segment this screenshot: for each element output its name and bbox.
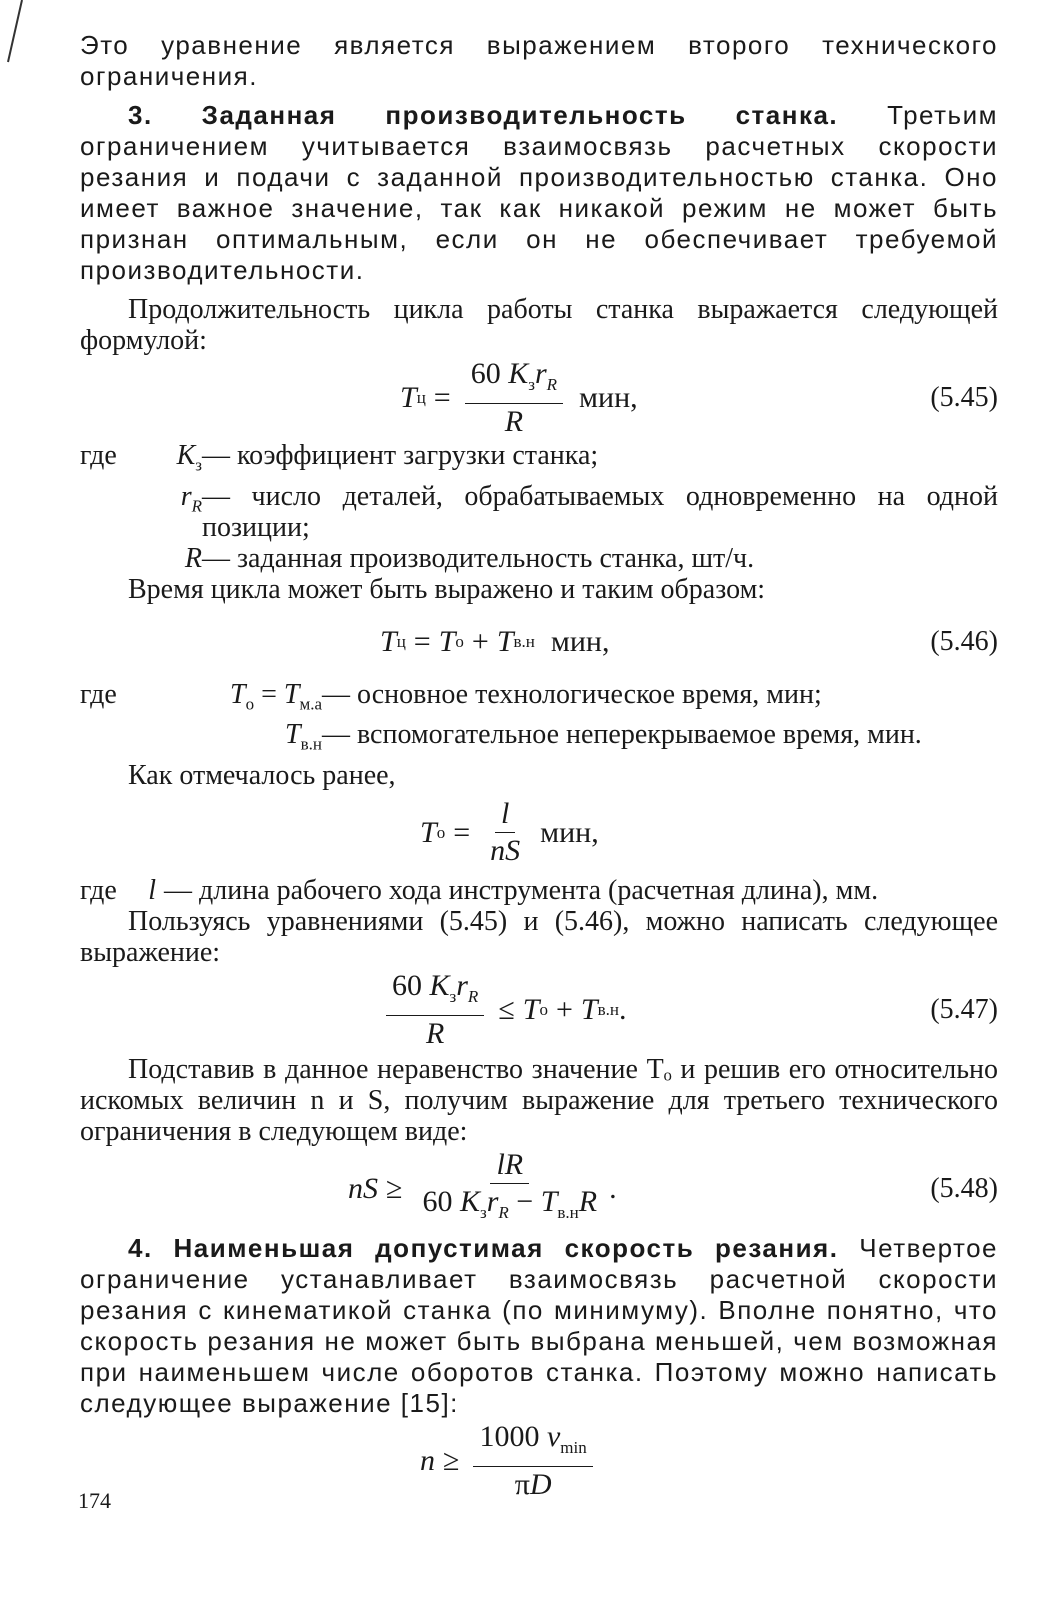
equation-n-min: n ≥ $\frac{1000 v_{min}}{\pi D}$ [80, 1425, 998, 1497]
paragraph-substitute: Подставив в данное неравенство значение Tₒ и решив его относительно искомых величин n и S, получим выражение для третьего технического ограничения в следующем виде: [80, 1053, 998, 1147]
definitions-5-45: где $K_з$ — коэффициент загрузки станка; $r_R$ — число деталей, обрабатываемых одновременно на одной позиции; R — заданная производительность станка, шт/ч. [80, 440, 998, 574]
section-3-text: Третьим ограничением учитывается взаимосвязь расчетных скорости резания и подачи с заданной производительностью станка. Оно имеет важное значение, так как никакой режим не может быть признан оптимальным, если он не обеспечивает требуемой производительности. [80, 100, 998, 285]
paragraph-cycle: Продолжительность цикла работы станка выражается следующей формулой: [80, 294, 998, 356]
section-3-title: 3. Заданная производительность станка. [128, 100, 839, 130]
equation-5-48: nS ≥ $\frac{lR}{60 K_зr_R - T_{в.н}R}$ . (5.48) [348, 1147, 998, 1222]
page-number: 174 [78, 1488, 111, 1513]
page-content [80, 30, 998, 1503]
paragraph-previous: Как отмечалось ранее, [128, 759, 396, 791]
paragraph-using: Пользуясь уравнениями (5.45) и (5.46), можно написать следующее выражение: [80, 905, 998, 968]
section-4-title: 4. Наименьшая допустимая скорость резания. [128, 1232, 839, 1263]
pen-mark [2, 0, 26, 65]
equation-number-5-46: (5.46) [930, 625, 998, 657]
definitions-l: где l — длина рабочего хода инструмента (расчетная длина), мм. [80, 874, 879, 906]
equation-to: T о = $\frac{l}{nS}$ мин, [420, 797, 599, 868]
section-3 [80, 100, 998, 286]
paragraph-intro: Это уравнение является выражением второго технического ограничения. [80, 30, 998, 91]
section-4-text: Четвертое ограничение устанавливает взаимосвязь расчетной скорости резания с кинематикой станка (по минимуму). Вполне понятно, что скорость резания не может быть выбрана меньшей, чем возможная при наименьшем числе оборотов станка. Поэтому можно написать следующее выражение [15]: [80, 1232, 999, 1418]
equation-number-5-47: (5.47) [930, 993, 998, 1025]
unit-min: мин, [579, 381, 638, 414]
equation-number-5-48: (5.48) [930, 1172, 998, 1204]
equation-number-5-45: (5.45) [930, 382, 998, 413]
equation-5-45: T ц = $\frac{60 K_зr_R}{R}$ мин, (5.45) [400, 357, 998, 438]
section-4 [80, 1233, 998, 1419]
paragraph-time: Время цикла может быть выражено и таким образом: [128, 573, 766, 605]
definitions-5-46: где $T_о = T_{м.а}$ — основное технологическое время, мин; $T_{в.н}$ — вспомогательное неперекрываемое время, мин. [80, 678, 922, 754]
equation-5-47: $\frac{60 K_зr_R}{R}$ ≤ T о + T в.н . (5.47) [80, 974, 998, 1046]
equation-5-46: T ц = T о + T в.н мин, (5.46) [380, 624, 998, 658]
